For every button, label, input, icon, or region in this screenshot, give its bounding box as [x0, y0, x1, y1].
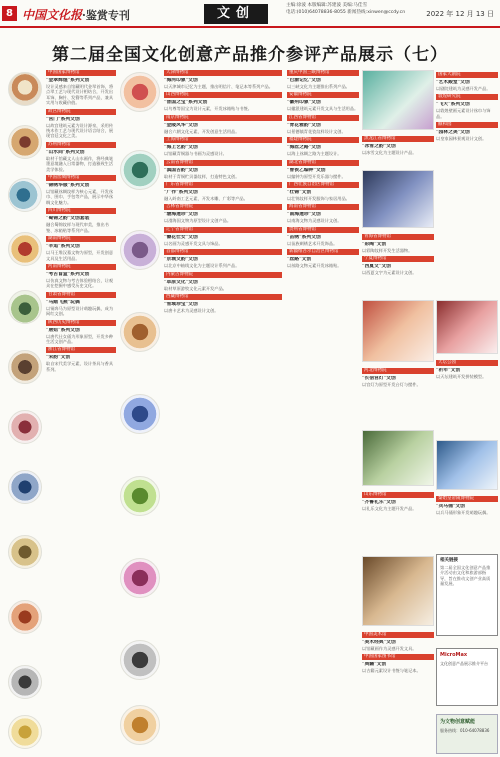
- museum-label: 故宫博物院: [46, 109, 116, 115]
- masthead: [22, 6, 130, 23]
- product-photo: [8, 178, 42, 212]
- museum-label: 首都博物馆: [164, 249, 282, 255]
- museum-label: 天津博物馆: [164, 70, 282, 76]
- product-text: 以天坛建筑开发拼装模型。: [436, 374, 487, 379]
- product-text: 以西夏文字为元素设计文创。: [362, 270, 417, 276]
- product-title: "草原文化"文创: [164, 279, 198, 285]
- product-text: 以皇家园林景观设计文创。: [436, 136, 487, 142]
- product-text: 以苗族刺绣艺术开发饰品。: [287, 240, 338, 246]
- product-photo: [120, 312, 160, 352]
- product-text: 取自宋代美学元素，设计茶具与香具系列。: [46, 361, 114, 372]
- product-title: "长信宫灯"文创: [362, 376, 396, 381]
- column-5c: [436, 494, 498, 518]
- product-title: "宫门"系列文创: [46, 116, 80, 122]
- product-photo: [8, 410, 42, 444]
- product-title: "滇国古韵"文创: [164, 167, 198, 173]
- product-title: "海上艺韵"文创: [164, 145, 198, 151]
- museum-label: 西藏博物馆: [164, 294, 282, 300]
- product-title: "山水间"系列文创: [46, 149, 85, 155]
- museum-label: 山西博物院: [164, 92, 282, 98]
- museum-label: 贵州省博物馆: [287, 227, 359, 233]
- product-text: 以古籍元素设计书签与笔记本。: [362, 668, 421, 674]
- product-text: 以唐代仕女俑为形象原型，开发多种生活文创产品。: [46, 333, 114, 344]
- product-title: "巴渝记忆"文创: [287, 78, 321, 83]
- museum-label: 广东省博物馆: [164, 182, 282, 188]
- museum-label: 颐和园: [436, 122, 498, 128]
- product-photo: [120, 640, 160, 680]
- section-title: 文创: [204, 4, 268, 24]
- product-title: "宋韵"文创: [46, 355, 71, 361]
- product-text: 以徽派建筑元素开发文具与生活用品。: [287, 106, 359, 112]
- product-text: 以丝路文物元素开发冰箱贴。: [287, 263, 342, 269]
- product-text: 以冰雪文化为主题设计产品。: [362, 150, 417, 155]
- museum-label: 辽宁省博物馆: [164, 227, 282, 233]
- museum-label: 云南省博物馆: [164, 160, 282, 166]
- product-photo: [8, 535, 42, 569]
- product-photo: [120, 72, 160, 112]
- museum-label: 敦煌研究院: [436, 94, 498, 100]
- column-3: [287, 68, 359, 272]
- product-photo: [120, 558, 160, 598]
- product-title: "祈年"文创: [436, 368, 461, 373]
- product-text: 以馆藏画作为灵感开发文具。: [362, 646, 417, 651]
- museum-label: 上海博物馆: [164, 137, 282, 143]
- museum-label: 广西壮族自治区博物馆: [287, 182, 359, 188]
- product-text: 以北京中轴线文化为主题设计系列产品。: [164, 263, 240, 269]
- column-4b: [362, 232, 434, 279]
- product-photo: [8, 232, 42, 266]
- museum-label: 河南博物院: [46, 264, 116, 270]
- masthead-title: 中国文化报: [22, 8, 83, 22]
- product-title: "齐鲁礼乐"文创: [362, 500, 396, 505]
- product-text: 以海上丝绸之路为主题设计。: [287, 151, 342, 157]
- product-text: 融合蜀锦纹样与现代审美，推出书签、冰箱贴等系列产品。: [46, 222, 109, 233]
- product-photo: [8, 72, 42, 106]
- column-1: [46, 68, 116, 375]
- museum-label: 秦始皇帝陵博物院: [436, 496, 498, 502]
- product-title: "苗绣"系列文创: [287, 234, 321, 240]
- product-text: 设计灵感来自馆藏明代金翠首饰，将点翠工艺与现代设计相结合，开发出耳饰、胸针、发簪等系列产品，兼具实用与收藏价值。: [46, 84, 114, 106]
- product-text: 以渤海国文物为原型设计文创产品。: [164, 218, 232, 224]
- column-4: [362, 134, 434, 158]
- product-title: "飞天"系列文创: [436, 102, 470, 108]
- museum-label: 河北博物院: [362, 368, 434, 374]
- product-text: 融合六朝文化元素，开发创意生活用品。: [164, 128, 240, 134]
- product-title: "兵马俑"文创: [436, 504, 465, 509]
- product-photo: [436, 440, 498, 490]
- museum-label: 湖北省博物馆: [287, 160, 359, 166]
- museum-label: 陕西历史博物馆: [46, 320, 116, 326]
- ad-body: 文化创意产品展示推介平台: [440, 661, 488, 666]
- product-title: "美术经典"文创: [362, 640, 396, 645]
- product-text: 以剧院建筑为灵感开发产品。: [436, 86, 491, 91]
- product-text: 以名画为灵感开发文具与饰品。: [164, 240, 223, 246]
- product-text: 以铜奔马为原型设计萌趣玩偶，成为网红文创。: [46, 305, 114, 317]
- product-title: "辛追"系列文创: [46, 244, 80, 250]
- issue-date: 2022 年 12 月 13 日: [426, 10, 494, 18]
- product-text: 以彩陶纹样开发生活器物。: [362, 248, 413, 253]
- museum-label: 重庆中国三峡博物馆: [287, 70, 359, 76]
- museum-label: 南京博物院: [164, 115, 282, 121]
- header-info: [286, 3, 405, 16]
- product-title: "京城文韵"文创: [164, 257, 198, 263]
- product-text: 以馆藏青铜器与书画为灵感设计。: [164, 151, 227, 157]
- page-header: [0, 0, 500, 28]
- product-title: "曾侯乙编钟"文创: [287, 167, 326, 173]
- product-title: "艺术殿堂"文创: [436, 80, 470, 85]
- promo-banner[interactable]: [436, 714, 498, 754]
- museum-label: 中国丝绸博物馆: [46, 175, 116, 181]
- product-photo: [362, 430, 434, 486]
- product-title: "西夏文"文创: [362, 264, 391, 270]
- product-title: "园林之美"文创: [436, 130, 470, 136]
- product-text: 以唐卡艺术为灵感设计文创。: [164, 308, 219, 314]
- product-text: 以礼乐文化为主题开发产品。: [362, 506, 417, 511]
- product-photo: [8, 350, 42, 384]
- product-text: 以编钟为原型开发乐器与摆件。: [287, 173, 346, 179]
- product-title: "金翠辉煌"系列文创: [46, 78, 90, 83]
- column-4c: [362, 366, 434, 390]
- product-title: "马踏飞燕"玩偶: [46, 299, 80, 305]
- museum-label: 安徽博物院: [287, 92, 359, 98]
- museum-label: 甘肃省博物馆: [46, 292, 116, 298]
- museum-label: 黑龙江省博物馆: [362, 136, 434, 142]
- product-text: 以鸟尊等国宝为设计元素，开发冰箱贴与书签。: [164, 106, 252, 112]
- masthead-sub: ·鉴赏专刊: [82, 9, 130, 22]
- product-photo: [120, 476, 160, 516]
- museum-label: 浙江省博物馆: [46, 347, 116, 353]
- product-title: "晋国之宝"系列文创: [164, 100, 208, 106]
- museum-label: 新疆维吾尔自治区博物馆: [287, 249, 359, 255]
- product-text: 以宫灯为原型开发台灯与摆件。: [362, 382, 421, 387]
- product-text: 以景德镇青花瓷纹样设计文创。: [287, 128, 346, 134]
- product-photo: [8, 715, 42, 749]
- product-text: 取材草原游牧文化元素开发产品。: [164, 285, 227, 291]
- product-photo: [8, 665, 42, 699]
- column-4e: [362, 630, 434, 677]
- info-box: [436, 554, 498, 636]
- museum-label: 苏州博物馆: [46, 142, 116, 148]
- product-photo: [120, 394, 160, 434]
- product-text: 以兵马俑形象开发萌趣玩偶。: [436, 510, 491, 515]
- museum-label: 山东博物馆: [362, 492, 434, 498]
- promo-body: 服务热线：010-64078836: [440, 728, 490, 733]
- product-photo: [436, 300, 498, 354]
- product-title: "彩陶"文创: [362, 242, 387, 247]
- product-photo: [362, 170, 434, 228]
- museum-label: 湖南博物院: [46, 236, 116, 242]
- product-title: "典籍"文创: [362, 662, 387, 668]
- product-title: "考古盲盒"系列文创: [46, 271, 90, 277]
- product-photo: [8, 125, 42, 159]
- product-title: "徽州印象"文创: [287, 100, 321, 106]
- column-4d: [362, 490, 434, 514]
- museum-label: 天坛公园: [436, 360, 498, 366]
- info-box-title: 相关链接: [440, 558, 458, 563]
- product-text: 以敦煌壁画元素设计丝巾与饰品。: [436, 108, 491, 119]
- product-text: 以三峡文化为主题推出系列产品。: [287, 84, 350, 89]
- product-title: "唐妞"系列文创: [46, 327, 80, 333]
- product-title: "青花雅韵"文创: [287, 122, 321, 128]
- museum-label: 宁夏博物馆: [362, 256, 434, 262]
- product-title: "簪花仕女"文创: [164, 234, 198, 240]
- product-text: 以南海文物为灵感设计文创。: [287, 218, 342, 224]
- promo-title: 为文物创意赋能: [440, 719, 476, 725]
- product-photo: [120, 230, 160, 270]
- product-text: 取材于青铜贮贝器纹样，打造特色文创。: [164, 173, 240, 179]
- product-photo: [362, 300, 434, 362]
- product-title: "南海遗珍"文创: [287, 212, 321, 218]
- museum-label: 中国美术馆: [362, 632, 434, 638]
- product-text: 取材于馆藏文人山水画作，将经典笔墨意境融入日常器物，打造雅致生活美学体验。: [46, 155, 114, 172]
- advertisement[interactable]: [436, 648, 498, 706]
- product-photo: [8, 290, 42, 324]
- product-photo: [362, 70, 434, 130]
- museum-label: 福建博物院: [287, 137, 359, 143]
- product-title: "冰雪之韵"文创: [362, 144, 396, 149]
- ad-title: MicroMax: [440, 652, 468, 658]
- product-title: "海丝之路"文创: [287, 145, 321, 151]
- product-title: "蜀锦之韵"文创套装: [46, 216, 90, 222]
- product-title: "雪域珍宝"文创: [164, 302, 198, 308]
- product-photo: [120, 150, 160, 190]
- product-text: 以仿真文物与考古体验相结合，让观众在挖掘中感受历史文化。: [46, 277, 114, 289]
- product-photo: [362, 556, 434, 626]
- header-info-line1: 主编:徐波 本版编辑:苏建波 美编:马佳雪: [286, 3, 368, 8]
- museum-label: 中国国家图书馆: [362, 654, 434, 660]
- column-5b: [436, 358, 498, 382]
- product-text: 以壮锦纹样开发服饰与家居用品。: [287, 196, 350, 202]
- museum-label: 吉林省博物院: [164, 204, 282, 210]
- product-photo: [120, 705, 160, 745]
- headline: 第二届全国文化创意产品推介参评产品展示（七）: [52, 45, 448, 65]
- product-title: "海河印象"文创: [164, 78, 198, 83]
- product-text: 以故宫建筑元素为设计源泉，采用传统木作工艺与现代设计语言结合，展现宫廷文化之美。: [46, 122, 114, 139]
- product-title: "锦绣华服"系列文创: [46, 183, 90, 189]
- product-title: "壮锦"文创: [287, 190, 312, 196]
- product-title: "金陵风华"文创: [164, 122, 198, 128]
- museum-label: 江西省博物馆: [287, 115, 359, 121]
- museum-label: 内蒙古博物院: [164, 272, 282, 278]
- museum-label: 中国国家博物馆: [46, 70, 116, 76]
- museum-label: 四川博物院: [46, 208, 116, 214]
- page-number: 8: [2, 6, 17, 21]
- museum-label: 海南省博物馆: [287, 204, 359, 210]
- product-photo: [8, 600, 42, 634]
- product-title: "广作"系列文创: [164, 190, 198, 196]
- product-text: 以馆藏丝绸纹样为核心元素，开发丝巾、围巾、手包等产品，展示中华丝绸文化魅力。: [46, 189, 114, 205]
- product-text: 以天津城市记忆为主题，推出明信片、笔记本等系列产品。: [164, 84, 273, 89]
- info-box-text: 第二届全国文化创意产品推介活动由文化和旅游部指导，旨在推动文创产业高质量发展。: [440, 565, 491, 587]
- product-title: "渤海遗珍"文创: [164, 212, 198, 218]
- product-photo: [8, 470, 42, 504]
- header-info-line2: 电话:(010)64078836-8055 新闻热线:xinwen@ccdy.cn: [286, 9, 406, 15]
- column-2: [164, 68, 282, 316]
- product-text: 融入岭南工艺元素，开发木雕、广彩等产品。: [164, 196, 248, 202]
- product-title: "丝路"文创: [287, 257, 312, 263]
- product-text: 以马王堆汉墓文物为原型，开发创意文具及生活用品。: [46, 250, 114, 261]
- column-5: [436, 70, 498, 145]
- museum-label: 青海省博物馆: [362, 234, 434, 240]
- museum-label: 国家大剧院: [436, 72, 498, 78]
